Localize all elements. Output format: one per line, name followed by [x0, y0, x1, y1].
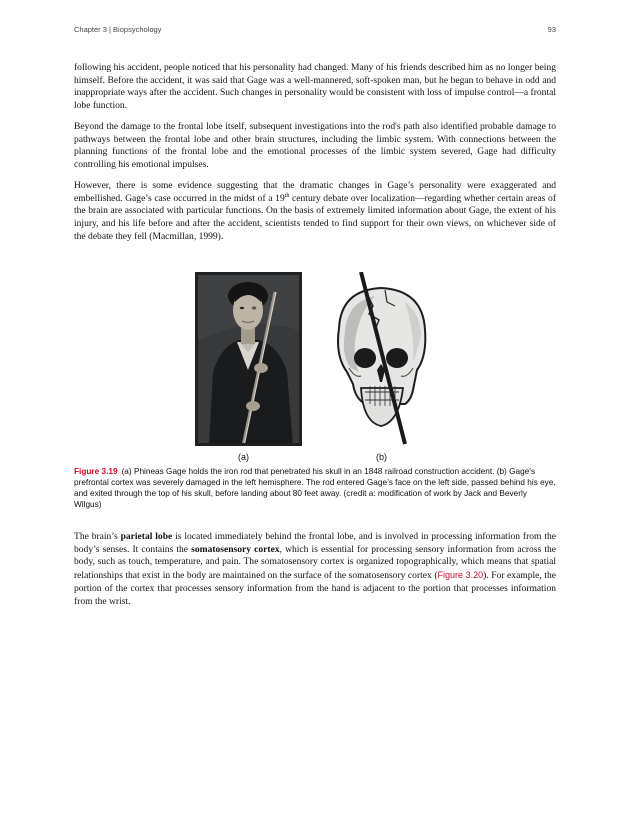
- term-parietal-lobe: parietal lobe: [120, 531, 173, 542]
- paragraph-4-text-c: , which is essential for processing sensory information from across the body, such as touch, temperature, and pain. The somatosensory cortex is organized topographically, which means that spatial relationships that exist in the body are maintained on the surface of the somatosensory cortex (: [74, 543, 556, 582]
- paragraph-4: [74, 531, 556, 608]
- figure-caption-text: (a) Phineas Gage holds the iron rod that penetrated his skull in an 1848 railroad construction accident. (b) Gage’s prefrontal cortex was severely damaged in the left hemisphere. The rod entered Gage’s face on the left side, passed behind his eye, and exited through the top of his skull, before landing about 80 feet away. (credit a: modification of work by Jack and Beverly Wilgus): [74, 467, 556, 509]
- paragraph-3: [74, 180, 556, 244]
- running-header: [74, 25, 556, 37]
- paragraph-4-text-d: ). For example, the portion of the cortex that processes sensory information from the hand is adjacent to the portion that processes information from the wrist.: [74, 570, 556, 607]
- paragraph-1: following his accident, people noticed that his personality had changed. Many of his friends described him as no longer being himself. Before the accident, it was said that Gage was a well-mannered, soft-spoken man, but he began to behave in odd and inappropriate ways after the accident. Such changes in personality would be consistent with loss of impulse control—a frontal lobe function.: [74, 62, 556, 112]
- page-number: 93: [547, 25, 556, 34]
- chapter-title: Chapter 3 | Biopsychology: [74, 25, 162, 34]
- paragraph-4-text-a: The brain’s: [74, 531, 121, 542]
- ordinal-superscript: th: [284, 192, 290, 199]
- gage-portrait-photo: [195, 272, 302, 446]
- figure-label-b: (b): [376, 452, 387, 462]
- figure-3-20-link[interactable]: Figure 3.20: [437, 570, 484, 581]
- paragraph-3-text-b: century debate over localization—regarding whether certain areas of the brain are associated with particular functions. On the basis of extremely limited information about Gage, the extent of his injury, and his life before and after the accident, scientists tended to find support for their own views, on whichever side of the debate they fell (Macmillan, 1999).: [74, 192, 557, 242]
- figure-caption: [74, 466, 556, 510]
- paragraph-3-text-a: However, there is some evidence suggesting that the dramatic changes in Gage’s personality were exaggerated and embellished. Gage’s case occurred in the midst of a 19: [74, 180, 556, 204]
- figure-label-a: (a): [238, 452, 249, 462]
- paragraph-2: Beyond the damage to the frontal lobe itself, subsequent investigations into the rod's path also identified probable damage to pathways between the frontal lobe and other brain structures, including the limbic system. With connections between the planning functions of the frontal lobe and the emotional processes of the limbic system severed, Gage had difficulty controlling his emotional impulses.: [74, 121, 556, 171]
- term-somatosensory-cortex: somatosensory cortex: [191, 543, 280, 555]
- skull-diagram: [325, 272, 435, 446]
- paragraph-4-text-b: is located immediately behind the frontal lobe, and is involved in processing information from the body’s senses. It contains the: [74, 531, 556, 555]
- figure-caption-number: Figure 3.19: [74, 467, 118, 476]
- skull-rod-illustration: [325, 272, 435, 446]
- portrait-illustration: [195, 272, 302, 446]
